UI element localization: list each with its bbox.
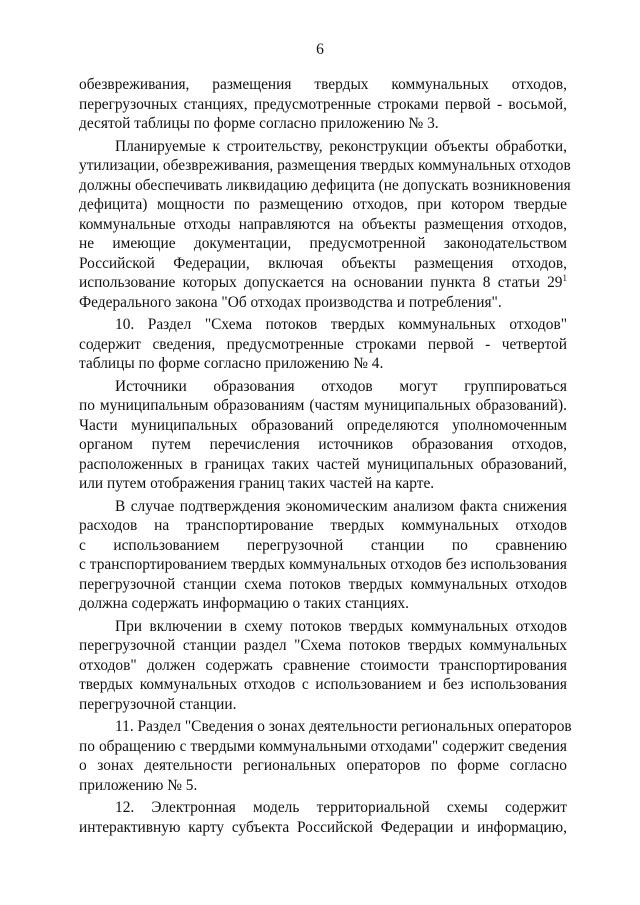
text-line: При включении в схему потоков твердых коммунальных отходов bbox=[115, 617, 567, 635]
text-line: перегрузочной станции раздел "Схема потоков твердых коммунальных bbox=[79, 637, 567, 654]
text-line: приложению № 5. bbox=[79, 776, 198, 794]
text-line: таблицы по форме согласно приложению № 4. bbox=[79, 355, 384, 372]
text-line: В случае подтверждения экономическим анализом факта снижения bbox=[115, 497, 567, 515]
text-line: с использованием перегрузочной станции по сравнению bbox=[79, 536, 567, 554]
paragraph-transfer-station bbox=[79, 617, 567, 715]
text-line: обезвреживания, размещения твердых коммунальных отходов, bbox=[79, 76, 567, 93]
text-line: не имеющие документации, предусмотренной законодательством bbox=[79, 235, 567, 252]
text-line: или путем отображения границ таких частей на карте. bbox=[79, 475, 435, 492]
text-line: Федерального закона "Об отходах производства и потребления". bbox=[79, 293, 502, 311]
text-line: Источники образования отходов могут группироваться bbox=[115, 377, 567, 395]
text-line: расположенных в границах таких частей муниципальных образований, bbox=[79, 455, 567, 473]
text-line-with-footnote bbox=[79, 273, 567, 293]
paragraph-section-10 bbox=[79, 315, 567, 374]
text-line: с транспортированием твердых коммунальных отходов без использования bbox=[79, 556, 567, 573]
text-line: органом путем перечисления источников образования отходов, bbox=[79, 436, 567, 453]
text-line: твердых коммунальных отходов с использованием и без использования bbox=[79, 676, 567, 693]
text-line: должны обеспечивать ликвидацию дефицита (не допускать возникновения bbox=[79, 176, 571, 194]
paragraph-economic-analysis bbox=[79, 497, 567, 614]
text-line: Планируемые к строительству, реконструкции объекты обработки, bbox=[115, 137, 567, 155]
superscript-marker: 1 bbox=[562, 272, 567, 283]
text-line: 10. Раздел "Схема потоков твердых коммунальных отходов" bbox=[115, 316, 567, 333]
text-line: перегрузочной станции. bbox=[79, 695, 237, 713]
text-line: отходов" должен содержать сравнение стоимости транспортирования bbox=[79, 656, 567, 674]
text-line: о зонах деятельности региональных операторов по форме согласно bbox=[79, 757, 567, 774]
text-line: Российской Федерации, включая объекты размещения отходов, bbox=[79, 254, 567, 272]
text-line: 12. Электронная модель территориальной схемы содержит bbox=[115, 799, 567, 816]
paragraph-waste-sources bbox=[79, 377, 567, 494]
document-body bbox=[79, 75, 572, 840]
text-line: дефицита) мощности по размещению отходов, при котором твердые bbox=[79, 196, 567, 213]
text-line: расходов на транспортирование твердых коммунальных отходов bbox=[79, 517, 567, 534]
text-line: Части муниципальных образований определяются уполномоченным bbox=[79, 416, 567, 434]
text-line: утилизации, обезвреживания, размещения твердых коммунальных отходов bbox=[79, 157, 571, 174]
text-line: десятой таблицы по форме согласно приложению № 3. bbox=[79, 115, 439, 132]
text-line: по обращению с твердыми коммунальными отходами" содержит сведения bbox=[79, 737, 567, 755]
paragraph-section-12 bbox=[79, 798, 567, 837]
text-line: 11. Раздел "Сведения о зонах деятельности региональных операторов bbox=[115, 718, 572, 735]
paragraph-planned-objects bbox=[79, 137, 571, 313]
page-number: 6 bbox=[316, 41, 324, 58]
text-line-body: использование которых допускается на основании пункта 8 статьи 29 bbox=[79, 274, 563, 291]
text-line: коммунальные отходы направляются на объекты размещения отходов, bbox=[79, 215, 567, 233]
text-line: перегрузочных станциях, предусмотренные строками первой - восьмой, bbox=[79, 95, 567, 113]
text-line: по муниципальным образованиям (частям муниципальных образований). bbox=[79, 397, 567, 414]
paragraph-section-11 bbox=[79, 717, 572, 795]
text-line: перегрузочной станции схема потоков твердых коммунальных отходов bbox=[79, 575, 567, 593]
text-line: интерактивную карту субъекта Российской Федерации и информацию, bbox=[79, 818, 567, 836]
text-line: должна содержать информацию о таких станциях. bbox=[79, 595, 409, 612]
text-line: содержит сведения, предусмотренные строками первой - четвертой bbox=[79, 335, 567, 353]
paragraph-continuation bbox=[79, 75, 567, 134]
